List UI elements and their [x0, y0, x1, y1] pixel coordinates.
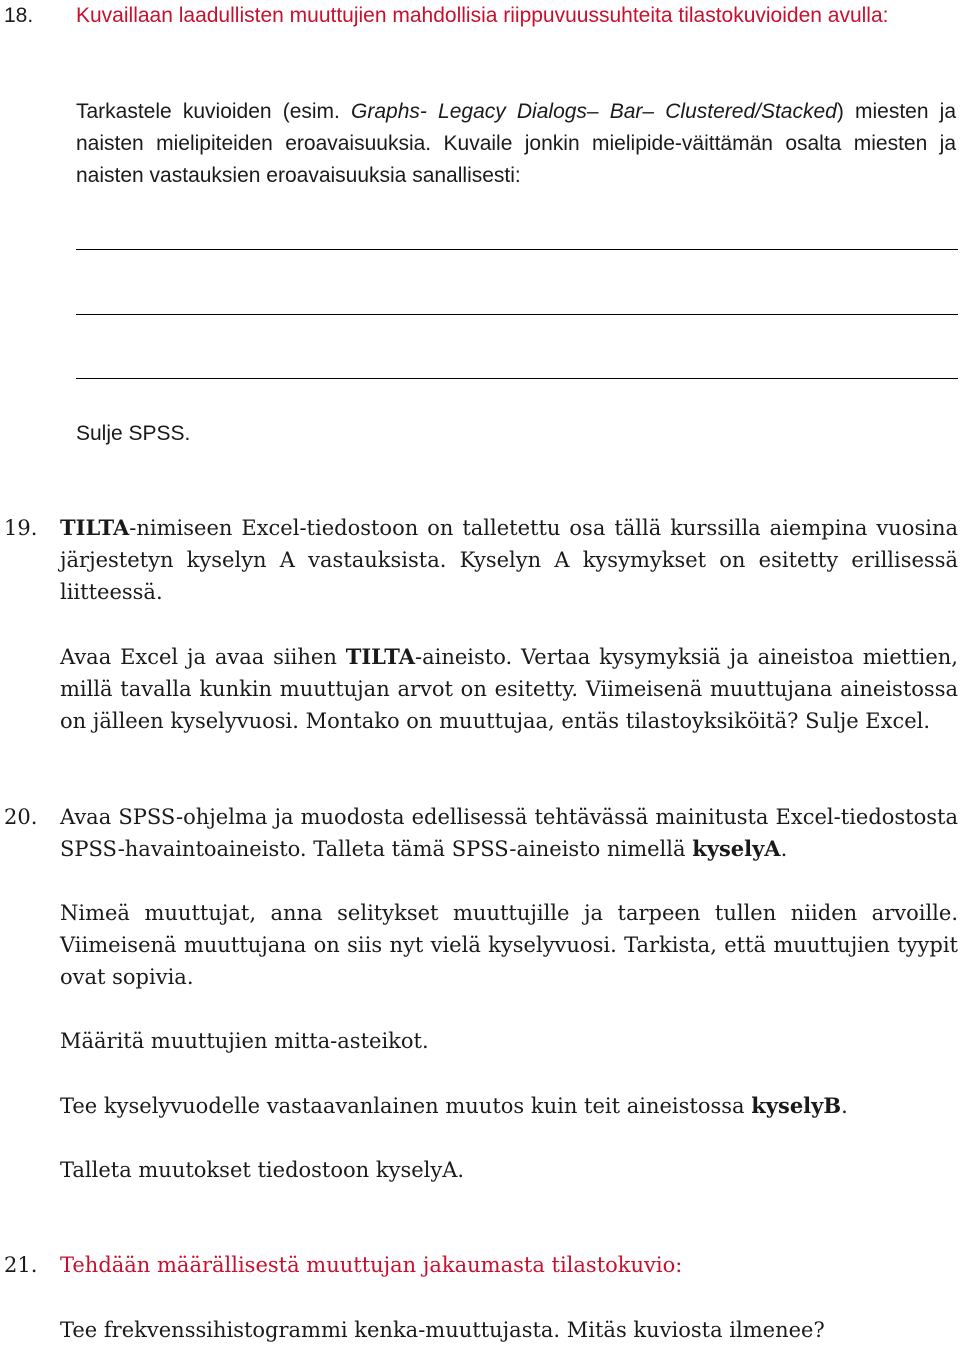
- answer-line-2[interactable]: [76, 314, 958, 315]
- q18-menu-path: Graphs- Legacy Dialogs– Bar– Clustered/Stacked: [351, 100, 837, 123]
- q20-paragraph-2: Nimeä muuttujat, anna selitykset muuttujille ja tarpeen tullen niiden arvoille. Viimeisenä muuttujana on siis nyt vielä kyselyvuosi. Tarkista, että muuttujien tyypit ovat sopivia.: [60, 901, 958, 989]
- q19-paragraph-2: [60, 641, 958, 737]
- answer-line-3[interactable]: [76, 378, 958, 379]
- q20-paragraph-1: [60, 801, 958, 865]
- q19-number: 19.: [4, 516, 38, 540]
- q20-paragraph-4: [60, 1090, 958, 1122]
- q18-close-instruction: Sulje SPSS.: [76, 422, 191, 445]
- answer-line-1[interactable]: [76, 249, 958, 250]
- q19-p2-post: -aineisto. Vertaa kysymyksiä ja aineistoa miettien, millä tavalla kunkin muuttujan arvot on esitetty. Viimeisenä muuttujana aineistossa on jälleen kyselyvuosi. Montako on muuttujaa, entäs tilastoyksiköitä? Sulje Excel.: [60, 645, 958, 733]
- q18-number: 18.: [4, 4, 34, 27]
- q20-file-name: kyselyA: [692, 836, 781, 861]
- q20-paragraph-5: Talleta muutokset tiedostoon kyselyA.: [60, 1158, 465, 1182]
- q21-paragraph: Tee frekvenssihistogrammi kenka-muuttujasta. Mitäs kuviosta ilmenee?: [60, 1318, 825, 1342]
- q18-text-post: ) miesten ja naisten mielipiteiden eroavaisuuksia. Kuvaile jonkin mielipide-väittämän osalta miesten ja naisten vastauksien eroavaisuuksia sanallisesti:: [76, 100, 956, 187]
- q21-heading: Tehdään määrällisestä muuttujan jakaumasta tilastokuvio:: [60, 1253, 683, 1277]
- q19-paragraph-1: [60, 512, 958, 608]
- q20-paragraph-3: Määritä muuttujien mitta-asteikot.: [60, 1029, 429, 1053]
- q19-dataset-name: TILTA: [60, 515, 130, 540]
- q19-dataset-name-2: TILTA: [345, 644, 416, 669]
- q18-text-pre: Tarkastele kuvioiden (esim.: [76, 100, 352, 123]
- q21-number: 21.: [4, 1253, 38, 1277]
- q20-number: 20.: [4, 805, 38, 829]
- q19-p1-text: -nimiseen Excel-tiedostoon on talletettu osa tällä kurssilla aiempina vuosina järjestetyn kyselyn A vastauksista. Kyselyn A kysymykset on esitetty erillisessä liitteessä.: [60, 516, 958, 604]
- q19-p2-pre: Avaa Excel ja avaa siihen: [60, 645, 346, 669]
- q20-p4-post: .: [841, 1094, 848, 1118]
- q20-p4-pre: Tee kyselyvuodelle vastaavanlainen muutos kuin teit aineistossa: [60, 1094, 752, 1118]
- q20-p1-pre: Avaa SPSS-ohjelma ja muodosta edellisessä tehtävässä mainitusta Excel-tiedostosta SPSS-havaintoaineisto. Talleta tämä SPSS-aineisto nimellä: [60, 805, 958, 861]
- q20-p1-post: .: [780, 837, 788, 861]
- q18-heading: Kuvaillaan laadullisten muuttujien mahdollisia riippuvuussuhteita tilastokuvioiden avulla:: [76, 4, 889, 27]
- q18-paragraph: [76, 96, 956, 192]
- q20-file-name-b: kyselyB: [751, 1093, 842, 1118]
